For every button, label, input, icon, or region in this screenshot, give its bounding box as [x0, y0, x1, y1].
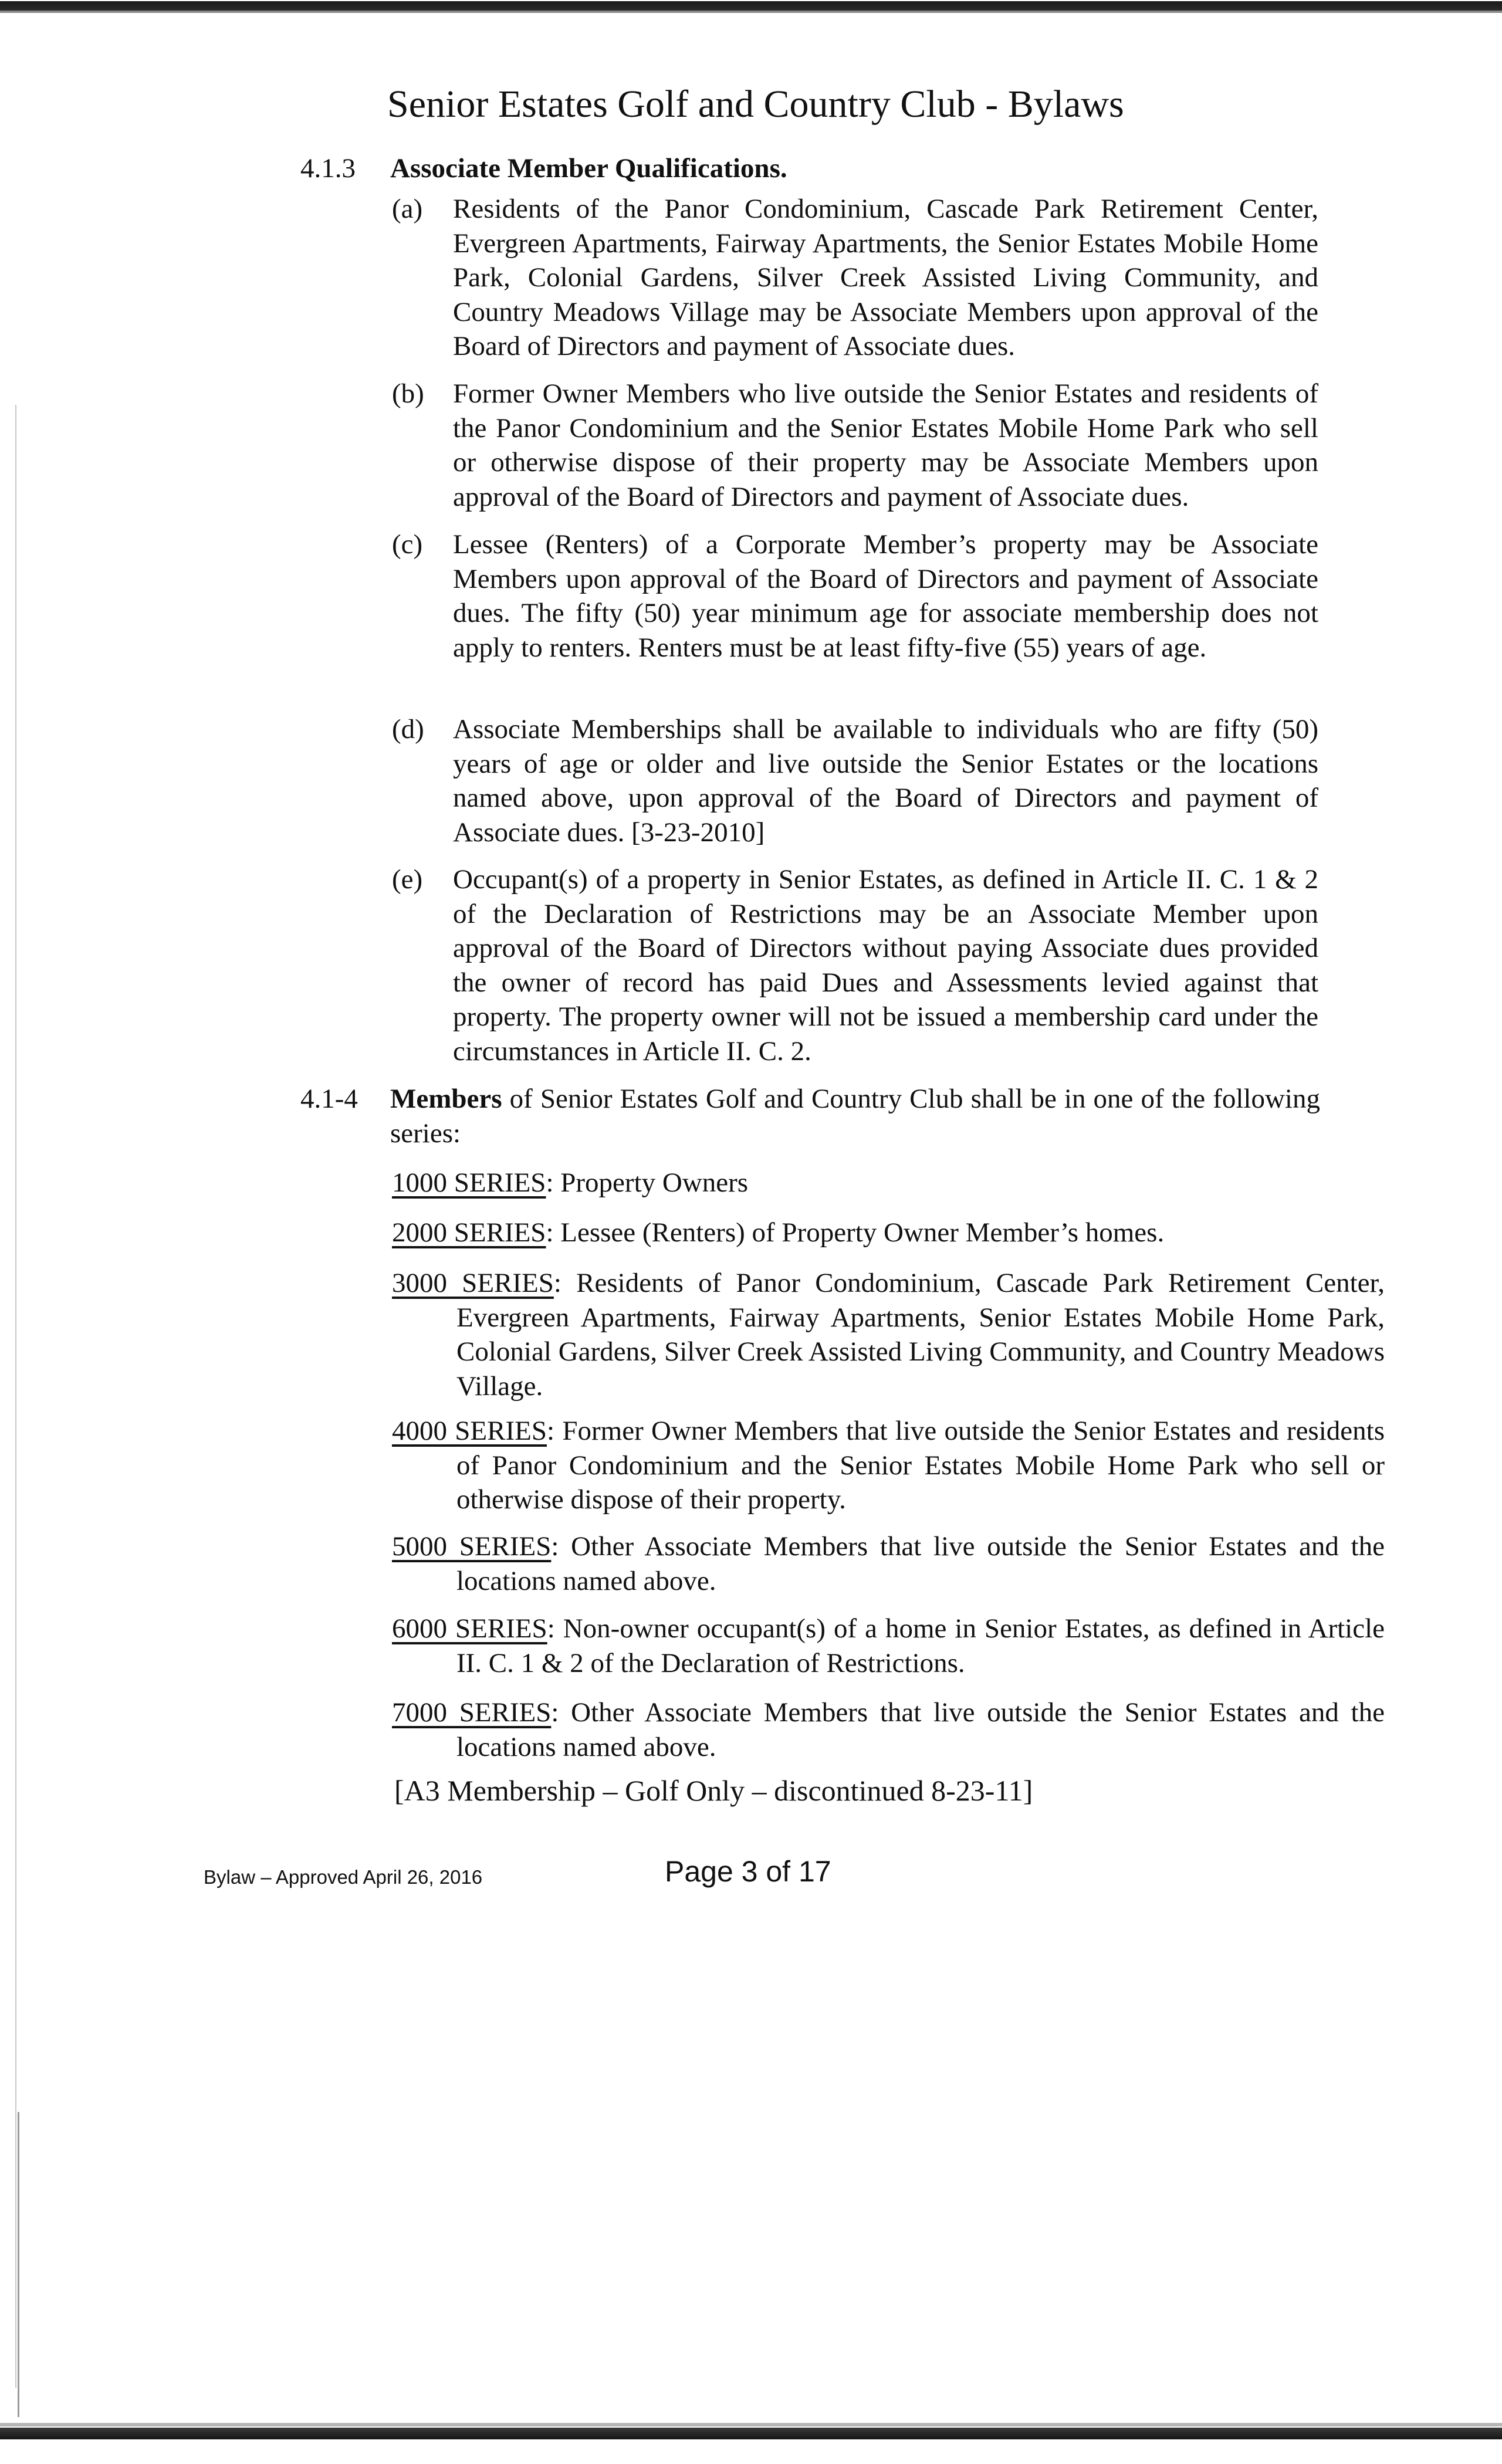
- series-name: 5000 SERIES: [392, 1531, 552, 1562]
- series-item-3000: [392, 1266, 1385, 1403]
- scan-border-top: [0, 1, 1502, 11]
- series-text: : Lessee (Renters) of Property Owner Member’s homes.: [546, 1217, 1165, 1248]
- item-text-a: Residents of the Panor Condominium, Cascade Park Retirement Center, Evergreen Apartments, Fairway Apartments, the Senior Estates Mobile Home Park, Colonial Gardens, Silver Creek Assisted Living Community, and Country Meadows Village may be Associate Members upon approval of the Board of Directors and payment of Associate dues.: [453, 194, 1318, 361]
- series-text: : Property Owners: [546, 1167, 749, 1198]
- series-name: 2000 SERIES: [392, 1217, 546, 1248]
- item-label-b: (b): [392, 378, 424, 409]
- series-name: 4000 SERIES: [392, 1416, 547, 1446]
- item-text-c: Lessee (Renters) of a Corporate Member’s property may be Associate Members upon approval of the Board of Directors and payment of Associate dues. The fifty (50) year minimum age for associate membership does not apply to renters. Renters must be at least fifty-five (55) years of age.: [453, 529, 1318, 663]
- series-text: : Other Associate Members that live outside the Senior Estates and the locations named above.: [456, 1697, 1385, 1762]
- series-text: : Other Associate Members that live outside the Senior Estates and the locations named above.: [456, 1531, 1385, 1596]
- series-name: 3000 SERIES: [392, 1268, 554, 1298]
- series-name: 6000 SERIES: [392, 1613, 547, 1644]
- section-lead-414: [390, 1082, 1320, 1150]
- scan-border-top-shadow: [0, 11, 1502, 13]
- series-name: 1000 SERIES: [392, 1167, 546, 1198]
- section-heading-413: Associate Member Qualifications.: [390, 153, 787, 184]
- item-text-e: Occupant(s) of a property in Senior Estates, as defined in Article II. C. 1 & 2 of the Declaration of Restrictions may be an Associate Member upon approval of the Board of Directors without paying Associate dues provided the owner of record has paid Dues and Assessments levied against that property. The property owner will not be issued a membership card under the circumstances in Article II. C. 2.: [453, 864, 1318, 1067]
- item-label-e: (e): [392, 864, 423, 895]
- section-number-414: 4.1-4: [300, 1084, 358, 1114]
- scan-border-bottom: [0, 2428, 1502, 2439]
- page-title: Senior Estates Golf and Country Club - Bylaws: [387, 83, 1124, 126]
- series-item-4000: [392, 1414, 1385, 1517]
- footer-approval: Bylaw – Approved April 26, 2016: [204, 1866, 483, 1888]
- item-label-c: (c): [392, 529, 423, 560]
- series-item-5000: [392, 1529, 1385, 1598]
- series-name: 7000 SERIES: [392, 1697, 552, 1728]
- item-text-b: Former Owner Members who live outside the Senior Estates and residents of the Panor Condominium and the Senior Estates Mobile Home Park who sell or otherwise dispose of their property may be Associate Members upon approval of the Board of Directors and payment of Associate dues.: [453, 378, 1318, 512]
- item-label-a: (a): [392, 194, 423, 224]
- footer-page-number: Page 3 of 17: [665, 1855, 831, 1888]
- series-item-6000: [392, 1612, 1385, 1680]
- scan-border-bottom-shadow: [0, 2423, 1502, 2426]
- section-lead-rest: of Senior Estates Golf and Country Club shall be in one of the following series:: [390, 1084, 1320, 1149]
- series-item-1000: [392, 1166, 1385, 1200]
- item-text-d: Associate Memberships shall be available to individuals who are fifty (50) years of age or older and live outside the Senior Estates or the locations named above, upon approval of the Board of Directors and payment of Associate dues. [3-23-2010]: [453, 714, 1318, 848]
- scan-left-edge: [15, 405, 16, 2388]
- item-label-d: (d): [392, 714, 424, 744]
- series-text: : Former Owner Members that live outside the Senior Estates and residents of Panor Condominium and the Senior Estates Mobile Home Park who sell or otherwise dispose of their property.: [456, 1416, 1385, 1515]
- series-text: : Residents of Panor Condominium, Cascade Park Retirement Center, Evergreen Apartments, Fairway Apartments, Senior Estates Mobile Home Park, Colonial Gardens, Silver Creek Assisted Living Community, and Country Meadows Village.: [456, 1268, 1385, 1402]
- series-item-2000: [392, 1216, 1385, 1250]
- discontinued-note: [A3 Membership – Golf Only – discontinued 8-23-11]: [394, 1774, 1033, 1807]
- section-lead-bold: Members: [390, 1084, 502, 1114]
- scan-left-edge-dark: [18, 2112, 19, 2417]
- series-text: : Non-owner occupant(s) of a home in Senior Estates, as defined in Article II. C. 1 & 2 of the Declaration of Restrictions.: [456, 1613, 1385, 1678]
- section-number-413: 4.1.3: [300, 153, 356, 184]
- series-item-7000: [392, 1695, 1385, 1764]
